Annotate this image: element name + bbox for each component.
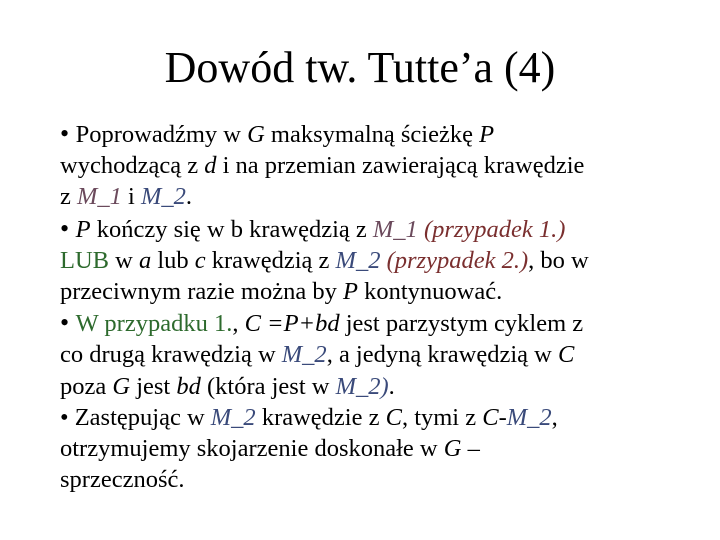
- case-label: (przypadek 2.): [386, 246, 529, 274]
- text-run: ,: [551, 403, 558, 431]
- text-run: jest: [130, 372, 177, 400]
- text-run: otrzymujemy skojarzenie doskonałe w: [60, 435, 444, 463]
- math-symbol: d: [204, 152, 217, 180]
- text-run: i na przemian zawierającą krawędzie: [216, 152, 585, 180]
- case-label: W przypadku 1.: [75, 310, 233, 338]
- text-run: , a jedyną krawędzią w: [326, 341, 558, 369]
- math-symbol: P: [342, 278, 358, 306]
- text-run: z: [60, 183, 77, 211]
- text-run: -: [498, 403, 507, 431]
- matching-label: M_2: [506, 403, 552, 431]
- text-line: [60, 150, 700, 181]
- math-symbol: bd: [176, 372, 201, 400]
- text-run: .: [185, 183, 193, 211]
- text-run: lub: [151, 246, 195, 274]
- text-line: [60, 276, 700, 307]
- text-run: –: [461, 435, 480, 463]
- text-run: kontynuować.: [357, 278, 503, 306]
- matching-label: M_2): [335, 372, 389, 400]
- text-run: krawędzie z: [255, 403, 386, 431]
- math-symbol: c: [194, 246, 206, 274]
- bullet: •: [60, 119, 76, 148]
- text-run: w: [109, 246, 139, 274]
- text-run: ,: [232, 310, 245, 338]
- text-run: jest parzystym cyklem z: [339, 310, 584, 338]
- text-line: [60, 181, 700, 212]
- text-run: • Zastępując w: [60, 403, 211, 431]
- text-run: przeciwnym razie można by: [60, 278, 343, 306]
- math-symbol: P: [479, 121, 495, 148]
- matching-label: M_2: [335, 246, 381, 274]
- text-run: Poprowadźmy w: [75, 121, 248, 148]
- text-line: [60, 464, 700, 495]
- text-line: [60, 433, 700, 464]
- text-line: [60, 118, 700, 150]
- text-run: sprzeczność.: [60, 466, 185, 494]
- bullet: •: [60, 308, 76, 338]
- math-symbol: G: [112, 372, 131, 400]
- text-run: maksymalną ścieżkę: [264, 121, 480, 148]
- case-label: (przypadek 1.): [423, 215, 566, 243]
- math-symbol: C: [385, 403, 402, 431]
- math-symbol: C: [557, 341, 575, 369]
- text-line: [60, 371, 700, 402]
- math-expression: C =P+bd: [244, 310, 340, 338]
- text-run: wychodzącą z: [60, 152, 205, 180]
- math-symbol: G: [247, 121, 265, 148]
- text-line: [60, 245, 700, 276]
- matching-label: M_2: [210, 403, 256, 431]
- text-line: [60, 307, 700, 339]
- matching-label: M_1: [77, 183, 122, 211]
- slide-title: Dowód tw. Tutte’a (4): [164, 43, 556, 92]
- text-run: .: [388, 372, 395, 400]
- math-symbol: P: [75, 215, 91, 243]
- text-run: , tymi z: [401, 403, 483, 431]
- text-run: co drugą krawędzią w: [60, 341, 282, 369]
- text-line: [60, 402, 700, 433]
- math-symbol: a: [138, 246, 152, 274]
- text-run: krawędzią z: [205, 246, 336, 274]
- bullet: •: [60, 213, 76, 243]
- matching-label: M_2: [140, 183, 186, 211]
- slide-body: [60, 118, 700, 495]
- math-symbol: G: [443, 435, 462, 463]
- matching-label: M_2: [281, 341, 327, 369]
- text-run: (która jest w: [200, 372, 336, 400]
- text-run: poza: [60, 372, 113, 400]
- text-line: [60, 339, 700, 370]
- math-symbol: C: [482, 403, 499, 431]
- text-run: , bo w: [528, 246, 589, 274]
- lub-label: LUB: [60, 246, 109, 274]
- matching-label: M_1: [372, 215, 418, 243]
- text-run: i: [121, 183, 141, 211]
- text-line: [60, 213, 700, 245]
- text-run: kończy się w b krawędzią z: [90, 215, 373, 243]
